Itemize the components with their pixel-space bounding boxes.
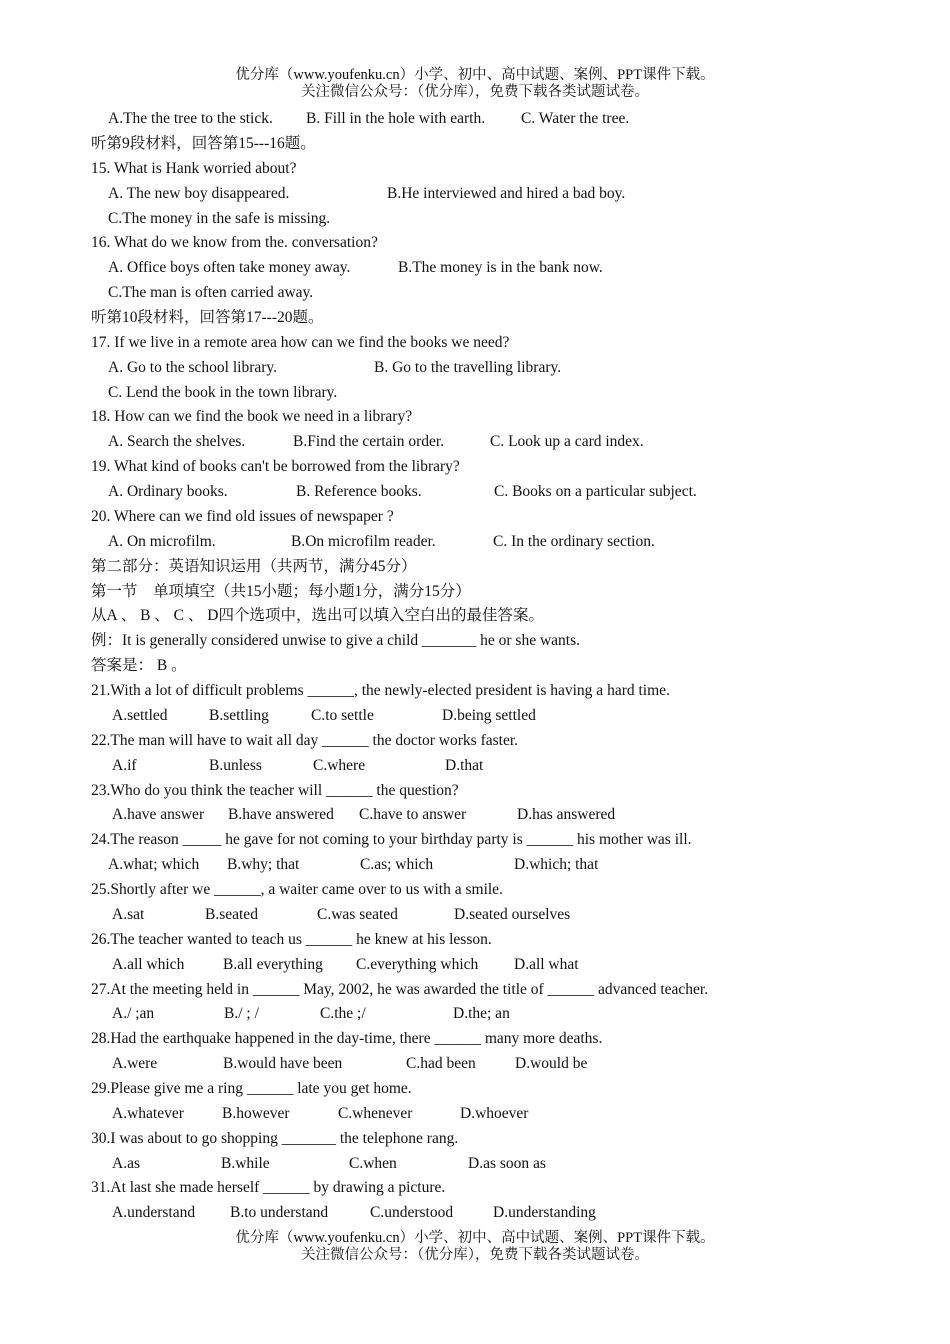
answer-option: C.The man is often carried away. <box>108 284 314 302</box>
question-text: 16. What do we know from the. conversation? <box>91 234 378 252</box>
answer-option: C.whenever <box>338 1104 413 1122</box>
answer-option: A.have answer <box>112 806 205 824</box>
answer-option: B.to understand <box>230 1204 329 1222</box>
question-text: 15. What is Hank worried about? <box>91 159 297 177</box>
answer-option: D.all what <box>514 955 579 973</box>
answer-option: A. The new boy disappeared. <box>108 184 290 202</box>
answer-option: D.seated ourselves <box>454 905 571 923</box>
answer-option: A. Go to the school library. <box>108 358 278 376</box>
answer-option: B.while <box>221 1154 270 1172</box>
answer-option: B. Reference books. <box>296 483 422 501</box>
answer-option: D.that <box>445 756 484 774</box>
answer-option: D.being settled <box>442 706 536 724</box>
answer-option: C.have to answer <box>359 806 467 824</box>
answer-option: B.The money is in the bank now. <box>398 259 603 277</box>
question-text: 27.At the meeting held in ______ May, 2002, he was awarded the title of ______ advanced teacher. <box>91 980 709 998</box>
footer-line-2: 关注微信公众号：（优分库），免费下载各类试题试卷。 <box>301 1247 649 1263</box>
answer-option: A.were <box>112 1055 158 1073</box>
answer-option: C.everything which <box>356 955 479 973</box>
answer-option: B.He interviewed and hired a bad boy. <box>387 184 626 202</box>
answer-option: C. Water the tree. <box>521 110 630 127</box>
section-text: 听第10段材料，回答第17---20题。 <box>91 309 324 326</box>
section-text: 第一节 单项填空（共15小题；每小题1分，满分15分） <box>91 582 471 600</box>
answer-option: C. Books on a particular subject. <box>494 483 697 501</box>
answer-option: A. Ordinary books. <box>108 483 228 501</box>
answer-option: A.settled <box>112 706 168 724</box>
answer-option: B.why; that <box>227 856 300 874</box>
answer-option: A.as <box>112 1154 140 1172</box>
question-text: 24.The reason _____ he gave for not coming to your birthday party is ______ his mother was ill. <box>91 831 692 849</box>
answer-option: D.has answered <box>517 806 616 824</box>
answer-option: A. Search the shelves. <box>108 433 246 451</box>
answer-option: D.the; an <box>453 1005 510 1023</box>
question-text: 26.The teacher wanted to teach us ______ he knew at his lesson. <box>91 930 492 948</box>
answer-option: B./ ; / <box>224 1005 259 1023</box>
question-text: 21.With a lot of difficult problems ______, the newly-elected president is having a hard time. <box>91 682 670 699</box>
answer-option: B.would have been <box>223 1055 343 1073</box>
answer-option: A. Office boys often take money away. <box>108 259 351 277</box>
answer-option: A.The the tree to the stick. <box>108 110 273 127</box>
answer-option: A.understand <box>112 1204 196 1222</box>
answer-option: C.where <box>313 756 366 774</box>
question-text: 25.Shortly after we ______, a waiter came over to us with a smile. <box>91 881 503 898</box>
answer-option: B.seated <box>205 905 258 923</box>
answer-option: A. On microfilm. <box>108 532 216 550</box>
question-text: 19. What kind of books can't be borrowed from the library? <box>91 458 460 476</box>
answer-option: A./ ;an <box>112 1005 155 1023</box>
question-text: 22.The man will have to wait all day ______ the doctor works faster. <box>91 731 519 749</box>
answer-option: C.the ;/ <box>320 1005 366 1023</box>
answer-option: C. Look up a card index. <box>490 433 644 451</box>
answer-option: D.whoever <box>460 1104 529 1122</box>
header-line-2: 关注微信公众号：（优分库），免费下载各类试题试卷。 <box>301 84 649 100</box>
answer-option: B.however <box>222 1104 290 1122</box>
footer-line-1: 优分库（www.youfenku.cn）小学、初中、高中试题、案例、PPT课件下载。 <box>235 1230 715 1246</box>
answer-option: D.would be <box>515 1055 588 1073</box>
answer-option: B. Fill in the hole with earth. <box>306 110 486 127</box>
question-text: 18. How can we find the book we need in a library? <box>91 408 413 426</box>
answer-option: C.had been <box>406 1055 476 1073</box>
answer-option: B.have answered <box>228 806 334 824</box>
section-text: 听第9段材料，回答第15---16题。 <box>91 134 316 152</box>
answer-option: B.unless <box>209 756 262 774</box>
answer-option: C.The money in the safe is missing. <box>108 209 331 227</box>
answer-option: A.all which <box>112 955 185 973</box>
section-text: 例：It is generally considered unwise to give a child _______ he or she wants. <box>91 632 580 650</box>
answer-option: D.understanding <box>493 1204 596 1222</box>
answer-option: B. Go to the travelling library. <box>374 358 562 376</box>
question-text: 23.Who do you think the teacher will ______ the question? <box>91 781 459 799</box>
answer-option: A.if <box>112 756 137 774</box>
question-text: 31.At last she made herself ______ by drawing a picture. <box>91 1179 446 1197</box>
header-line-1: 优分库（www.youfenku.cn）小学、初中、高中试题、案例、PPT课件下载。 <box>235 67 715 83</box>
answer-option: C.as; which <box>360 856 434 874</box>
answer-option: C. In the ordinary section. <box>493 532 655 550</box>
answer-option: D.which; that <box>514 856 599 874</box>
answer-option: B.all everything <box>223 955 323 973</box>
answer-option: A.whatever <box>112 1104 184 1122</box>
answer-option: B.settling <box>209 706 269 724</box>
section-text: 从A 、 B 、 C 、 D四个选项中，选出可以填入空白出的最佳答案。 <box>91 607 544 625</box>
answer-option: C.to settle <box>311 706 374 724</box>
answer-option: B.Find the certain order. <box>293 433 445 451</box>
question-text: 30.I was about to go shopping _______ the telephone rang. <box>91 1129 459 1147</box>
page-footer <box>0 1230 950 1264</box>
page-header <box>0 67 950 101</box>
question-text: 28.Had the earthquake happened in the day-time, there ______ many more deaths. <box>91 1030 603 1048</box>
answer-option: C.when <box>349 1154 397 1172</box>
answer-option: C.was seated <box>317 905 398 923</box>
answer-option: C.understood <box>370 1204 454 1222</box>
answer-option: A.sat <box>112 905 145 923</box>
answer-option: D.as soon as <box>468 1154 546 1172</box>
answer-option: C. Lend the book in the town library. <box>108 383 338 401</box>
question-text: 17. If we live in a remote area how can we find the books we need? <box>91 333 510 351</box>
section-text: 第二部分：英语知识运用（共两节，满分45分） <box>91 557 417 575</box>
answer-option: A.what; which <box>108 856 200 874</box>
section-text: 答案是： B 。 <box>91 657 187 675</box>
question-text: 29.Please give me a ring ______ late you get home. <box>91 1079 412 1097</box>
answer-option: B.On microfilm reader. <box>291 532 436 550</box>
question-text: 20. Where can we find old issues of newspaper ? <box>91 507 394 525</box>
